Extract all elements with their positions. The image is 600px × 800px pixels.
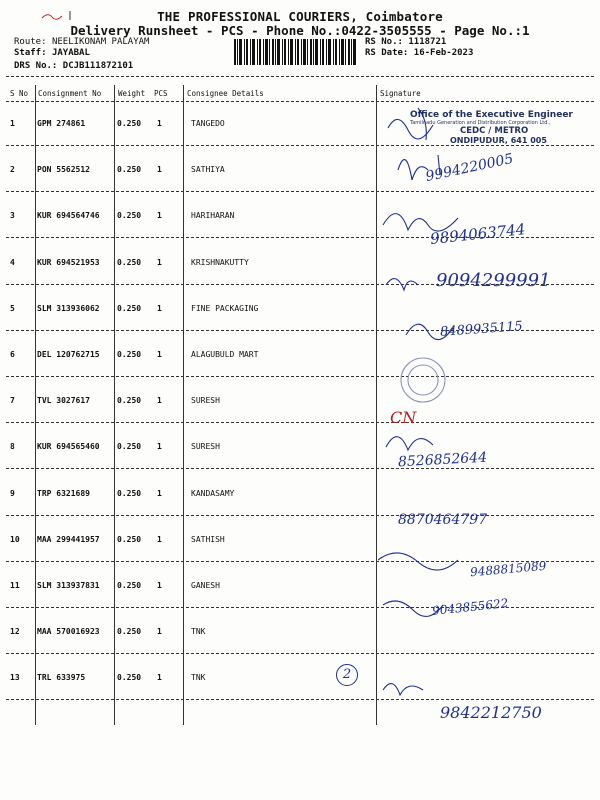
rs-date-line: RS Date: 16-Feb-2023 bbox=[365, 48, 474, 58]
document-subtitle: Delivery Runsheet - PCS - Phone No.:0422-3505555 - Page No.:1 bbox=[70, 23, 530, 38]
cell-weight: 0.250 bbox=[117, 442, 142, 452]
handwritten-phone: 9894063744 bbox=[429, 220, 527, 248]
cell-weight: 0.250 bbox=[117, 257, 142, 267]
cell-consignment-no: MAA 570016923 bbox=[37, 627, 100, 637]
cell-weight: 0.250 bbox=[117, 165, 142, 175]
cell-sno: 7 bbox=[10, 396, 15, 406]
cell-weight: 0.250 bbox=[117, 350, 142, 359]
rs-date-value: 16-Feb-2023 bbox=[413, 48, 474, 58]
cell-consignment-no: TRP 6321689 bbox=[37, 488, 90, 498]
route-value: NEELIKONAM PALAYAM bbox=[51, 37, 150, 47]
cell-pcs: 1 bbox=[157, 627, 162, 637]
col-header-weight: Weight bbox=[118, 89, 146, 98]
cell-weight: 0.250 bbox=[117, 303, 142, 313]
barcode bbox=[234, 39, 358, 65]
col-header-consignee: Consignee Details bbox=[187, 89, 264, 98]
cell-pcs: 1 bbox=[157, 165, 162, 175]
staff-line: Staff: JAYABAL bbox=[14, 48, 90, 58]
cell-consignee: KANDASAMY bbox=[191, 488, 235, 498]
handwritten-mark: 2 bbox=[336, 664, 358, 686]
cell-weight: 0.250 bbox=[117, 488, 142, 498]
cell-consignment-no: PON 5562512 bbox=[37, 165, 90, 175]
cell-consignment-no: GPM 274861 bbox=[37, 119, 86, 128]
cell-pcs: 1 bbox=[157, 257, 162, 267]
cell-consignment-no: KUR 694564746 bbox=[37, 211, 100, 221]
staff-value: JAYABAL bbox=[51, 48, 90, 58]
cell-pcs: 1 bbox=[157, 396, 162, 406]
cell-sno: 9 bbox=[10, 488, 15, 498]
cell-consignee: TNK bbox=[191, 673, 206, 683]
cell-pcs: 1 bbox=[157, 211, 162, 221]
cell-consignment-no: TRL 633975 bbox=[37, 673, 86, 683]
cell-weight: 0.250 bbox=[117, 211, 142, 221]
cell-sno: 13 bbox=[10, 673, 20, 683]
cell-pcs: 1 bbox=[157, 303, 162, 313]
handwritten-phone: 9994220005 bbox=[424, 150, 515, 186]
col-header-signature: Signature bbox=[380, 89, 421, 98]
rs-no-line: RS No.: 1118721 bbox=[365, 37, 447, 47]
cell-pcs: 1 bbox=[157, 119, 162, 128]
drs-value: DCJB111872101 bbox=[62, 61, 134, 71]
document-title: THE PROFESSIONAL COURIERS, Coimbatore bbox=[157, 9, 443, 24]
cell-sno: 6 bbox=[10, 350, 15, 359]
cell-sno: 11 bbox=[10, 581, 20, 590]
handwritten-phone: 8526852644 bbox=[397, 449, 488, 471]
cell-weight: 0.250 bbox=[117, 534, 142, 544]
cell-consignment-no: DEL 120762715 bbox=[37, 350, 100, 359]
cell-weight: 0.250 bbox=[117, 119, 142, 128]
route-line: Route: NEELIKONAM PALAYAM bbox=[14, 37, 150, 47]
drs-line: DRS No.: DCJB111872101 bbox=[14, 61, 134, 71]
cell-pcs: 1 bbox=[157, 488, 162, 498]
cell-consignment-no: TVL 3027617 bbox=[37, 396, 90, 406]
cell-consignee: FINE PACKAGING bbox=[191, 303, 259, 313]
cell-sno: 3 bbox=[10, 211, 15, 221]
cell-sno: 2 bbox=[10, 165, 15, 175]
cell-consignee: TNK bbox=[191, 627, 206, 637]
cell-consignment-no: KUR 694521953 bbox=[37, 257, 100, 267]
cell-consignee: SATHISH bbox=[191, 534, 225, 544]
cell-consignee: SURESH bbox=[191, 442, 220, 452]
official-stamp: Office of the Executive Engineer Tamilnadu Generation and Distribution Corporation Ltd., CEDC / METRO ONDIPUDUR, 641 005 bbox=[410, 110, 573, 145]
handwritten-mark: CN bbox=[390, 408, 417, 427]
cell-consignee: SATHIYA bbox=[191, 165, 225, 175]
cell-consignment-no: KUR 694565460 bbox=[37, 442, 100, 452]
cell-consignee: ALAGUBULD MART bbox=[191, 350, 259, 359]
cell-consignee: SURESH bbox=[191, 396, 220, 406]
cell-sno: 5 bbox=[10, 303, 15, 313]
handwritten-phone: 8870464797 bbox=[398, 512, 488, 528]
cell-pcs: 1 bbox=[157, 350, 162, 359]
cell-consignee: KRISHNAKUTTY bbox=[191, 257, 249, 267]
cell-sno: 12 bbox=[10, 627, 20, 637]
cell-consignee: TANGEDO bbox=[191, 119, 225, 128]
cell-consignment-no: MAA 299441957 bbox=[37, 534, 100, 544]
col-header-pcs: PCS bbox=[154, 89, 168, 98]
cell-pcs: 1 bbox=[157, 534, 162, 544]
table-top-rule bbox=[6, 76, 594, 77]
cell-consignment-no: SLM 313937831 bbox=[37, 581, 100, 590]
cell-pcs: 1 bbox=[157, 442, 162, 452]
cell-sno: 10 bbox=[10, 534, 20, 544]
handwritten-phone: 9488815089 bbox=[469, 558, 547, 580]
cell-sno: 4 bbox=[10, 257, 15, 267]
cell-consignee: GANESH bbox=[191, 581, 220, 590]
cell-weight: 0.250 bbox=[117, 627, 142, 637]
cell-weight: 0.250 bbox=[117, 581, 142, 590]
cell-pcs: 1 bbox=[157, 673, 162, 683]
cell-sno: 1 bbox=[10, 119, 15, 128]
handwritten-phone: 8489935115 bbox=[439, 319, 524, 340]
cell-sno: 8 bbox=[10, 442, 15, 452]
cell-pcs: 1 bbox=[157, 581, 162, 590]
cell-weight: 0.250 bbox=[117, 673, 142, 683]
col-header-sno: S No bbox=[10, 89, 29, 98]
handwritten-phone: 9842212750 bbox=[440, 703, 542, 722]
rs-no-value: 1118721 bbox=[408, 37, 447, 47]
cell-consignee: HARIHARAN bbox=[191, 211, 235, 221]
handwritten-phone: 9094299991 bbox=[436, 270, 551, 291]
col-header-consignment: Consignment No bbox=[38, 89, 102, 98]
cell-consignment-no: SLM 313936062 bbox=[37, 303, 100, 313]
handwritten-phone: 9043855622 bbox=[431, 596, 509, 618]
cell-weight: 0.250 bbox=[117, 396, 142, 406]
